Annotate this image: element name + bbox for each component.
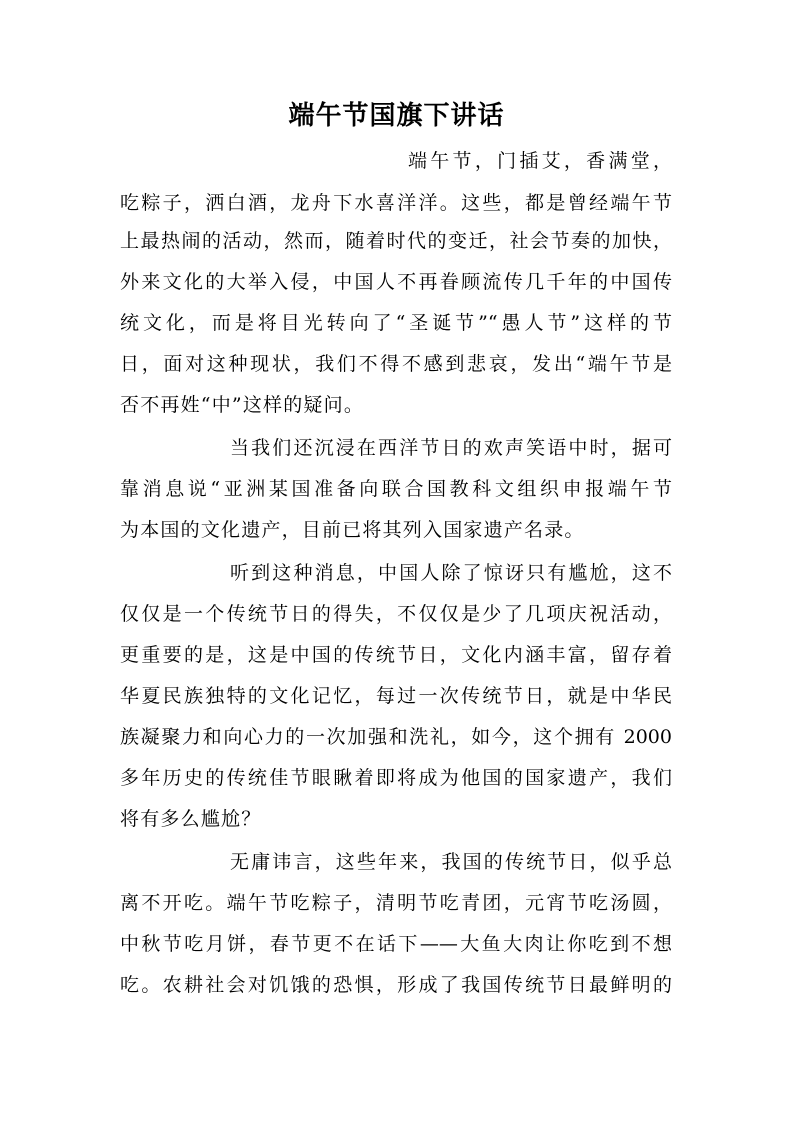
paragraph-line: 将有多么尴尬？ <box>120 808 262 830</box>
paragraph-line: 族凝聚力和向心力的一次加强和洗礼，如今，这个拥有 2000 <box>120 726 672 748</box>
paragraph-line: 更重要的是，这是中国的传统节日，文化内涵丰富，留存着 <box>120 644 672 666</box>
paragraph-line: 靠消息说“亚洲某国准备向联合国教科文组织申报端午节 <box>120 478 672 500</box>
paragraph-line: 吃。农耕社会对饥饿的恐惧，形成了我国传统节日最鲜明的 <box>120 974 672 996</box>
document-title: 端午节国旗下讲话 <box>288 101 505 131</box>
paragraph-line: 为本国的文化遗产，目前已将其列入国家遗产名录。 <box>120 519 585 541</box>
paragraph-line: 多年历史的传统佳节眼瞅着即将成为他国的国家遗产，我们 <box>120 767 672 789</box>
paragraph-line: 仅仅是一个传统节日的得失，不仅仅是少了几项庆祝活动， <box>120 603 672 625</box>
paragraph-line: 无庸讳言，这些年来，我国的传统节日，似乎总 <box>230 851 672 873</box>
paragraph-line: 华夏民族独特的文化记忆，每过一次传统节日，就是中华民 <box>120 685 672 707</box>
paragraph-line: 当我们还沉浸在西洋节日的欢声笑语中时，据可 <box>230 437 672 459</box>
paragraph-line: 否不再姓“中”这样的疑问。 <box>120 394 365 416</box>
paragraph-line: 端午节，门插艾，香满堂， <box>408 150 672 172</box>
paragraph-line: 听到这种消息，中国人除了惊讶只有尴尬，这不 <box>230 562 672 584</box>
paragraph-line: 统文化，而是将目光转向了“圣诞节”“愚人节”这样的节 <box>120 312 672 334</box>
paragraph-line: 日，面对这种现状，我们不得不感到悲哀，发出“端午节是 <box>120 353 672 375</box>
paragraph-line: 上最热闹的活动，然而，随着时代的变迁，社会节奏的加快， <box>120 230 672 252</box>
paragraph-line: 外来文化的大举入侵，中国人不再眷顾流传几千年的中国传 <box>120 271 672 293</box>
paragraph-line: 离不开吃。端午节吃粽子，清明节吃青团，元宵节吃汤圆， <box>120 892 672 914</box>
paragraph-line: 吃粽子，洒白酒，龙舟下水喜洋洋。这些，都是曾经端午节 <box>120 192 672 214</box>
paragraph-line: 中秋节吃月饼，春节更不在话下——大鱼大肉让你吃到不想 <box>120 933 672 955</box>
